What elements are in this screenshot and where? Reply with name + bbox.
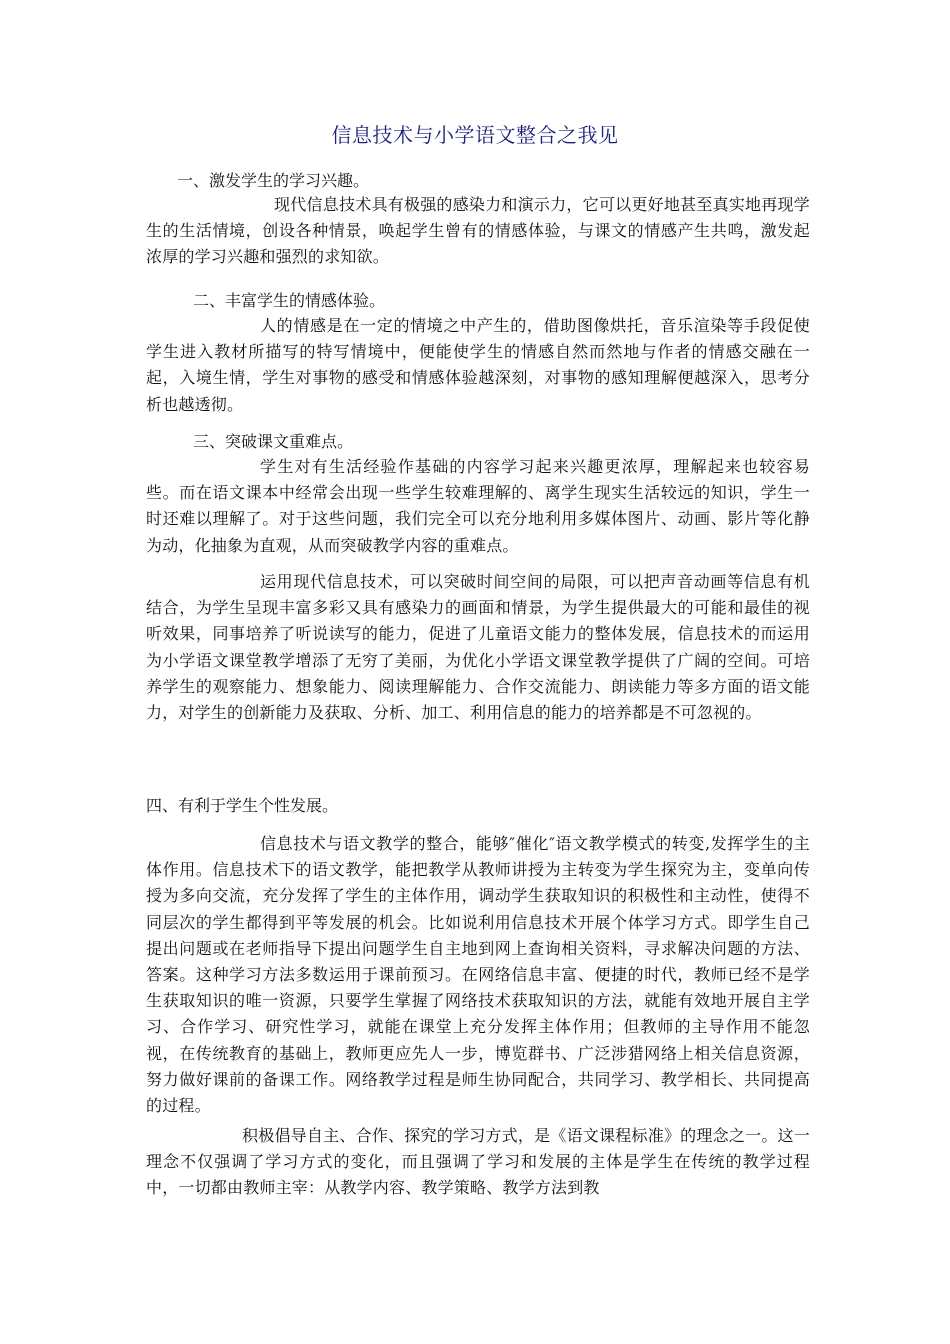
section-3-heading: 三、突破课文重难点。 [193,432,354,451]
section-2-heading: 二、丰富学生的情感体验。 [193,291,386,310]
section-4-paragraph-2: 积极倡导自主、合作、探究的学习方式，是《语文课程标准》的理念之一。这一理念不仅强调了学习方式的变化，而且强调了学习和发展的主体是学生在传统的教学过程中，一切都由教师主宰：从教学内容、教学策略、教学方法到教 [146,1126,810,1198]
section-1-heading: 一、激发学生的学习兴趣。 [177,171,370,190]
section-1-paragraph: 现代信息技术具有极强的感染力和演示力，它可以更好地甚至真实地再现学生的生活情境，创设各种情景，唤起学生曾有的情感体验，与课文的情感产生共鸣，激发起浓厚的学习兴趣和强烈的求知欲。 [146,195,810,267]
document-title: 信息技术与小学语文整合之我见 [331,123,619,147]
section-2-paragraph: 人的情感是在一定的情境之中产生的，借助图像烘托，音乐渲染等手段促使学生进入教材所描写的特写情境中，便能使学生的情感自然而然地与作者的情感交融在一起，入境生情，学生对事物的感受和情感体验越深刻，对事物的感知理解便越深入，思考分析也越透彻。 [146,316,810,414]
section-3-paragraph-2: 运用现代信息技术，可以突破时间空间的局限，可以把声音动画等信息有机结合，为学生呈现丰富多彩又具有感染力的画面和情景，为学生提供最大的可能和最佳的视听效果，同事培养了听说读写的能力，促进了儿童语文能力的整体发展，信息技术的而运用为小学语文课堂教学增添了无穷了美丽，为优化小学语文课堂教学提供了广阔的空间。可培养学生的观察能力、想象能力、阅读理解能力、合作交流能力、朗读能力等多方面的语文能力，对学生的创新能力及获取、分析、加工、利用信息的能力的培养都是不可忽视的。 [146,572,810,723]
section-4-heading: 四、有利于学生个性发展。 [146,796,339,815]
section-4-paragraph-1: 信息技术与语文教学的整合，能够″催化″语文教学模式的转变,发挥学生的主体作用。信息技术下的语文教学，能把教学从教师讲授为主转变为学生探究为主，变单向传授为多向交流，充分发挥了学生的主体作用，调动学生获取知识的积极性和主动性，使得不同层次的学生都得到平等发展的机会。比如说利用信息技术开展个体学习方式。即学生自己提出问题或在老师指导下提出问题学生自主地到网上查询相关资料，寻求解决问题的方法、答案。这种学习方法多数运用于课前预习。在网络信息丰富、便捷的时代，教师已经不是学生获取知识的唯一资源，只要学生掌握了网络技术获取知识的方法，就能有效地开展自主学习、合作学习、研究性学习，就能在课堂上充分发挥主体作用；但教师的主导作用不能忽视，在传统教育的基础上，教师更应先人一步，博览群书、广泛涉猎网络上相关信息资源，努力做好课前的备课工作。网络教学过程是师生协同配合，共同学习、教学相长、共同提高的过程。 [146,834,810,1116]
section-3-paragraph-1: 学生对有生活经验作基础的内容学习起来兴趣更浓厚，理解起来也较容易些。而在语文课本中经常会出现一些学生较难理解的、离学生现实生活较远的知识，学生一时还难以理解了。对于这些问题，我们完全可以充分地利用多媒体图片、动画、影片等化静为动，化抽象为直观，从而突破教学内容的重难点。 [146,457,810,555]
